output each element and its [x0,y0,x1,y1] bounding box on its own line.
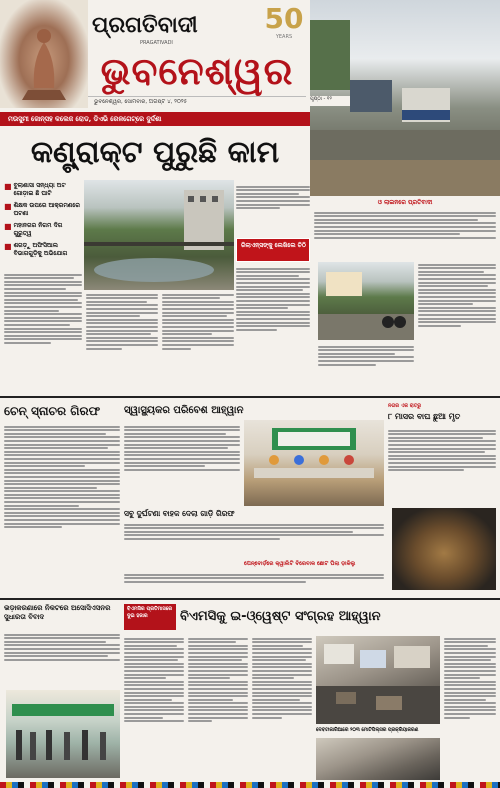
anniversary-emblem [262,4,306,46]
mid-right-photo [392,508,496,590]
bottom-left-headline: ଭଡ଼ାକରଣାରେ ନିକଟରେ ଅସୋସିଏସନର ସୁଧାରତା ବିବାଦ [4,604,111,621]
lead-headline: କଣ୍ଟ୍ରାକ୍ଟ ପୁରୁଛି କାମ [30,135,280,170]
color-registration-strip [0,782,500,788]
lead-bullet: ■ ଶଗଡ଼ୁ ଅଫିସିଆଲ ବିଭାଗଗୁଡ଼ିକୁ ଅଭିଯୋଗ [4,242,68,257]
sidebar-right-body [314,210,496,260]
date-line: ଭୁବନେଶ୍ୱର, ସୋମବାର, ଅଗଷ୍ଟ ୪, ୨୦୨୫ [94,99,188,105]
bottom-center-photo-caption: ଦେବଟାକାରିଆରେ ୨୦୩ ମୋଟିପିଲ୍ସର ପ୍ରକ୍ରିୟାକରଣ [316,728,419,733]
paper-logo [92,14,232,40]
lead-kicker: ମଉସୁମୀ ଜୋନ୍‌ସହ କଲେଜ ରୋଡ, ଡିଏଭି ରେଳଗେଟ୍‌ରେ ଦୁର୍ଦ୍ଦଶା [8,115,162,123]
anniversary-unit: YEARS [275,34,293,40]
section-divider [0,598,500,600]
lead-photo [84,180,234,290]
bottom-left-photo [6,690,120,778]
lead-bullets [4,182,82,270]
bottom-center-headline: ବିଏମସିକୁ ଇ-ଓ୍ୱେଷ୍ଟ ସଂଗ୍ରହ ଆହ୍ୱାନ [180,609,381,624]
mid-center-subheadline: ସବୁ ଦୁର୍ଘଟଣା ବାହକ ଦେଲା ଗାଡ଼ି ଗିରଫ [124,509,235,518]
bottom-center-badge [124,604,176,630]
lead-body-col3 [162,292,234,392]
lead-bullet: ■ ବୁଲାଣାସା ସନ୍ଧ୍ୟା ଅଟ ଗୋଡ଼ାଇ ଛି ଘାଟି [4,182,66,197]
page-number: ପୃଷ୍ଠା - ୧୨ [310,96,350,106]
paper-name: ପ୍ରଗତିବାଦୀ [92,13,198,38]
lead-bullet: ■ ମହାନଗର ନିଗମ ଦିଗ ଗୁରୁତ୍ୱ [4,222,63,237]
mid-center-strip-headline: ପେନ୍‌ବୋର୍ଡ଼ରେ କ୍ୱାଲିଟି ବିରେବାକ ଛୋଟ ପିଲା ଡ଼ାକିଲୁ [244,561,356,567]
mid-left-body [4,424,120,594]
bottom-center-photo [316,636,440,724]
mid-right-kicker: ନଗର ଏକ ରାତରୁ [388,403,422,409]
mid-center-headline: ସ୍ୱାସ୍ଥ୍ୟକର ପରିବେଶ ଆହ୍ୱାନ [124,405,244,416]
bottom-center-body2 [188,636,248,780]
date-bar [88,96,306,107]
bottom-center-photo2 [316,738,440,780]
section-divider [0,396,500,398]
lead-kicker-bar [0,112,310,126]
bottom-center-badge-text: ବିଏମସିର ପ୍ରତିମାସରେ ଦୁଇ ହଜାର [127,606,172,619]
mid-center-subbody [124,522,384,556]
city-title: ଭୁବନେଶ୍ୱର [100,49,294,93]
lead-body-col2 [86,292,158,392]
mid-center-strip-body [124,572,384,596]
sidebar-right-body3 [318,344,414,390]
mid-left-headline: ଚେନ୍ ସ୍ନାଚର ଗିରଫ [4,404,101,418]
mid-right-headline: ୮ ମାସର ବାଘ ଛୁଆ ମୃତ [388,412,461,421]
mid-right-body [388,428,496,508]
mid-center-photo [244,420,384,506]
lead-body-col1 [4,272,82,392]
sidebar-right-body2 [418,262,496,388]
bottom-center-body1 [124,636,184,780]
bottom-right-body [444,636,496,780]
lead-inset-label [236,238,310,262]
paper-name-en: PRAGATIVADI [140,40,173,46]
sidebar-right-photo [318,262,414,340]
bottom-left-body [4,632,120,688]
bottom-center-body3 [252,636,312,780]
sidebar-right-kicker: ଓ ଲାଇନରେ ପ୍ରତିବାଦୀ [377,199,433,206]
anniversary-number: 50 [264,2,304,35]
lead-body-col5 [236,266,310,392]
mid-center-body [124,424,240,504]
statue-photo [0,0,88,108]
lead-body-col4 [236,184,310,236]
lead-inset-text: ରିଲାଏନ୍ସଙ୍କୁ ଲେଖିଲେ ଚିଠି [241,242,306,249]
lead-bullet: ■ ଶିକ୍ଷକ ଉପରେ ଆକ୍ରମଣରେ ଘଟଣା [4,202,80,217]
masthead [0,0,500,110]
